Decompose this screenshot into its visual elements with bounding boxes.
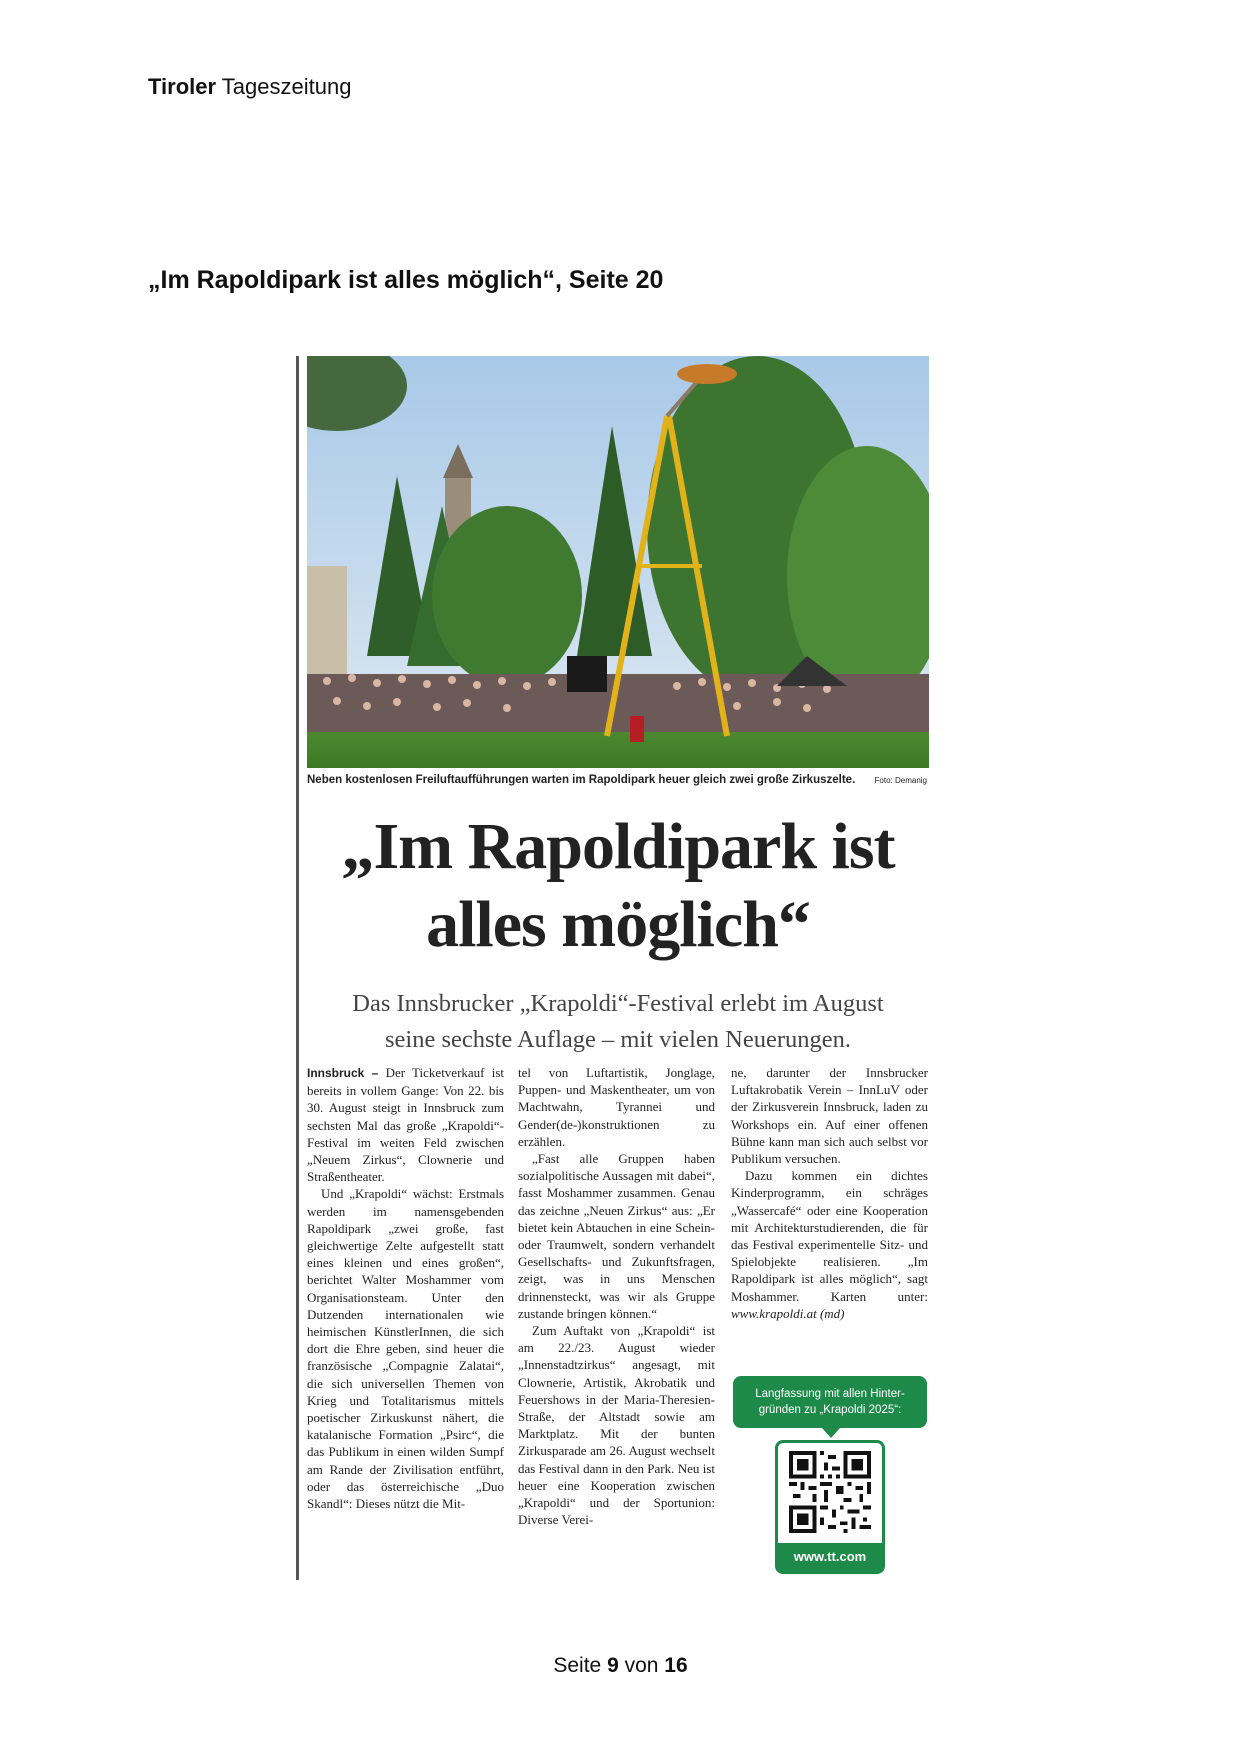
paragraph-text: Der Ticketverkauf ist bereits in vollem Gange: Von 22. bis 30. August steigt in Innsbruck zum sechsten Mal das große „Krapoldi“-Festival im weiten Feld zwischen „Neuem Zirkus“, Clownerie und Straßentheater.	[307, 1065, 505, 1185]
paragraph-text: Dazu kommen ein dichtes Kinderprogramm, ein schräges „Wassercafé“ oder eine Kooperation mit Architekturstudierenden, die für das Festival experimentelle Sitz- und Spielobjekte realisieren. „Im Rapoldipark ist alles möglich“, sagt Moshammer. Karten unter:	[731, 1168, 928, 1304]
article-paragraph: Und „Krapoldi“ wächst: Erstmals werden im namensgebenden Rapoldipark „zwei große, fast gleichwertige Zelte aufgestellt statt eines kleinen und eines großen“, berichtet Walter Moshammer vom Organisationsteam. Unter den Dutzenden internationalen wie heimischen KünstlerInnen, die sich dort die Ehre geben, sind heuer die französische „Compagnie Zalatai“, die sich universellen Themen von Krieg und Totalitarismus mittels poetischer Zirkuskunst nähert, die katalanische Formation „Psirc“, die das Publikum in einen wilden Sumpf am Rande der Zivilisation entführt, oder das österreichische „Duo Skandl“: Dieses nützt die Mit-	[307, 1186, 504, 1512]
publication-name-bold: Tiroler	[148, 74, 217, 99]
article-paragraph	[731, 1167, 928, 1322]
qr-promo-box	[733, 1376, 927, 1576]
festival-photo-image	[307, 356, 929, 768]
festival-photo	[307, 356, 929, 768]
ticket-link-author[interactable]: www.krapoldi.at (md)	[731, 1305, 845, 1321]
footer-middle: von	[624, 1654, 659, 1677]
article-column-1	[307, 1064, 504, 1512]
article-paragraph: tel von Luftartistik, Jonglage, Puppen- und Maskentheater, um von Machtwahn, Tyrannei und Gender(de-)konstruktionen zu erzählen.	[518, 1065, 715, 1149]
article-subheadline	[307, 986, 929, 1058]
qr-url[interactable]: www.tt.com	[778, 1543, 882, 1571]
subhead-line-2: seine sechste Auflage – mit vielen Neuerungen.	[384, 1026, 852, 1053]
qr-banner	[733, 1376, 927, 1428]
newspaper-clipping	[296, 356, 931, 1580]
headline-line-2: alles möglich“	[426, 888, 810, 961]
headline-line-1: „Im Rapoldipark ist	[341, 810, 895, 883]
footer-current-page: 9	[607, 1654, 619, 1677]
article-column-2	[518, 1064, 715, 1528]
article-paragraph: ne, darunter der Innsbrucker Luftakrobatik Verein – InnLuV oder der Zirkusverein Innsbruck, laden zu Workshops ein. Auf einer offenen Bühne kann man sich auch selbst vor Publikum versuchen.	[731, 1065, 928, 1167]
photo-credit: Foto: Demanig	[874, 776, 927, 785]
footer-total-pages: 16	[664, 1654, 688, 1677]
qr-banner-line-1: Langfassung mit allen Hinter-	[755, 1388, 905, 1400]
qr-banner-line-2: gründen zu „Krapoldi 2025“:	[758, 1404, 902, 1416]
article-paragraph	[307, 1064, 504, 1185]
arrow-down-icon	[822, 1428, 840, 1438]
article-column-3	[731, 1064, 928, 1322]
subhead-line-1: Das Innsbrucker „Krapoldi“-Festival erlebt im August	[352, 990, 884, 1017]
article-headline	[307, 808, 929, 964]
publication-name	[148, 74, 351, 100]
page-footer	[0, 1654, 1241, 1678]
article-reference-title: „Im Rapoldipark ist alles möglich“, Seite 20	[148, 266, 664, 294]
photo-caption: Neben kostenlosen Freiluftaufführungen warten im Rapoldipark heuer gleich zwei große Zirkuszelte.	[307, 774, 856, 786]
publication-name-rest: Tageszeitung	[221, 74, 352, 99]
footer-prefix: Seite	[553, 1654, 602, 1677]
dateline: Innsbruck –	[307, 1066, 379, 1080]
article-paragraph: Zum Auftakt von „Krapoldi“ ist am 22./23. August wieder „Innenstadtzirkus“ angesagt, mit Clownerie, Artistik, Akrobatik und Feuershows in der Maria-Theresien-Straße, der Altstadt sowie am Marktplatz. Mit der bunten Zirkusparade am 26. August wechselt das Festival dann in den Park. Neu ist heuer eine Kooperation zwischen „Krapoldi“ und der Sportunion: Diverse Verei-	[518, 1323, 715, 1528]
photo-caption-row	[307, 774, 929, 794]
qr-code-icon[interactable]	[789, 1451, 871, 1533]
article-paragraph: „Fast alle Gruppen haben sozialpolitische Aussagen mit dabei“, fasst Moshammer zusammen. Genau das zeichne „Neuen Zirkus“ aus: „Er bietet kein Abtauchen in eine Schein- oder Traumwelt, sondern verhandelt Gesellschafts- und Zukunftsfragen, zeigt, was in uns Menschen drinnensteckt, was wir als Gruppe zustande bringen können.“	[518, 1151, 715, 1321]
qr-code-frame[interactable]	[775, 1440, 885, 1574]
